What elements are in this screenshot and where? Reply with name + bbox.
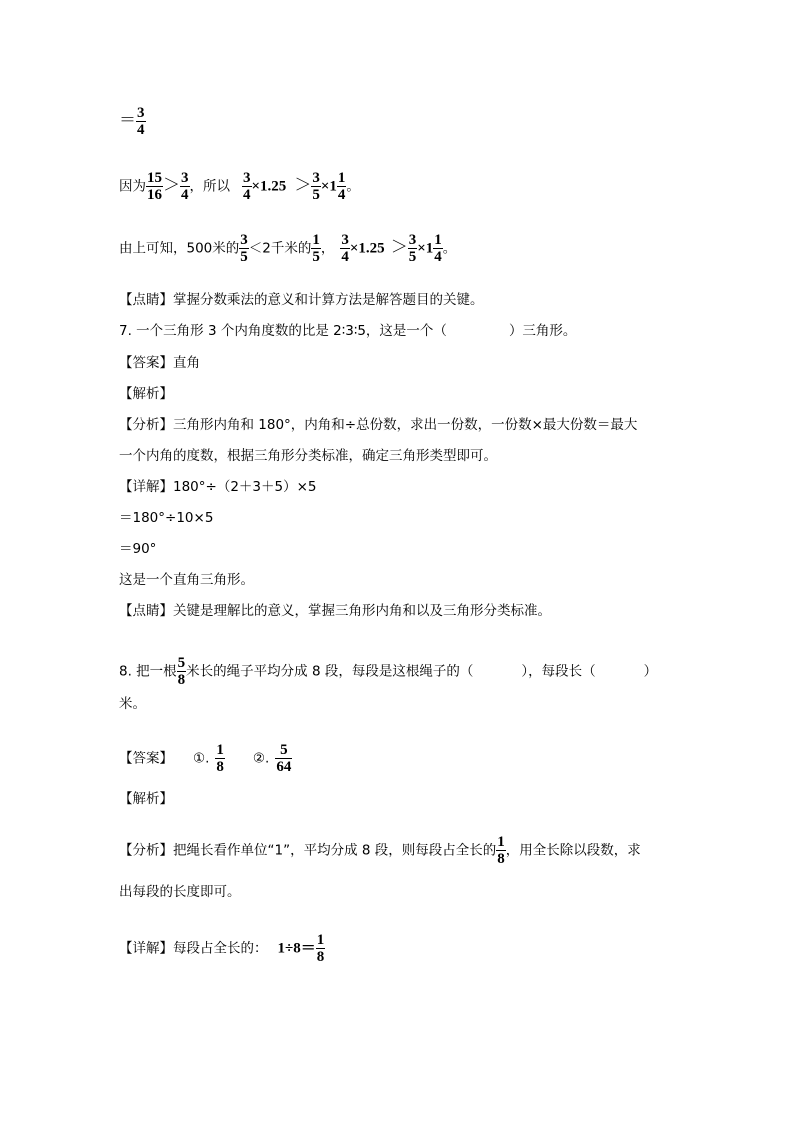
key-point-7: 【点睛】关键是理解比的意义，掌握三角形内角和以及三角形分类标准。 xyxy=(119,603,551,619)
fraction: $\frac{1}{5}$ xyxy=(312,232,320,265)
analysis-8-line-1: 【分析】把绳长看作单位“1”，平均分成 8 段，则每段占全长的 $\frac{1}{8}$ ，用全长除以段数，求 xyxy=(119,834,641,867)
fraction: $\frac{3}{5}$ xyxy=(408,232,417,265)
fraction: $\frac{1}{8}$ xyxy=(497,834,505,867)
analysis-heading-8: 【解析】 xyxy=(119,791,173,807)
answer-7: 【答案】直角 xyxy=(119,355,200,371)
fraction: $\frac{15}{16}$ xyxy=(147,170,162,203)
question-8: 8. 把一根 $\frac{5}{8}$ 米长的绳子平均分成 8 段，每段是这根绳子的（ ），每段长（ ） xyxy=(119,655,658,688)
fraction: $\frac{3}{4}$ xyxy=(243,170,251,203)
key-point-1: 【点睛】掌握分数乘法的意义和计算方法是解答题目的关键。 xyxy=(119,292,484,308)
fraction: $\frac{1}{4}$ xyxy=(434,232,442,265)
answer-8: 【答案】 ①. $\frac{1}{8}$ ②. $\frac{5}{64}$ xyxy=(119,742,292,775)
comparison-line-2: 由上可知，500米的 $\frac{3}{5}$ ＜2千米的 $\frac{1}{5}$ ， $\frac{3}{4}$ ×1.25 ＞ $\frac{3}{5}$ ×1 $\frac{1}{4}$ 。 xyxy=(119,232,457,265)
detail-7-line-1: 【详解】180°÷（2＋3＋5）×5 xyxy=(119,479,317,495)
fraction: $\frac{1}{8}$ xyxy=(316,932,325,965)
analysis-7-line-2: 一个内角的度数，根据三角形分类标准，确定三角形类型即可。 xyxy=(119,448,497,464)
fraction: $\frac{3}{4}$ xyxy=(137,105,145,138)
detail-7-line-4: 这是一个直角三角形。 xyxy=(119,572,254,588)
analysis-8-line-2: 出每段的长度即可。 xyxy=(119,884,241,900)
fraction: $\frac{3}{5}$ xyxy=(312,170,320,203)
fraction: $\frac{5}{64}$ xyxy=(276,742,292,775)
detail-7-line-2: ＝180°÷10×5 xyxy=(119,510,214,526)
fraction: $\frac{1}{8}$ xyxy=(216,742,224,775)
equals-sign: ＝ xyxy=(119,110,136,130)
analysis-heading-7: 【解析】 xyxy=(119,386,173,402)
detail-8: 【详解】每段占全长的： 1÷8＝ $\frac{1}{8}$ xyxy=(119,932,325,965)
fraction: $\frac{5}{8}$ xyxy=(177,655,186,688)
detail-7-line-3: ＝90° xyxy=(119,541,157,557)
question-8-cont: 米。 xyxy=(119,696,146,712)
equals-three-quarters xyxy=(119,105,146,138)
fraction: $\frac{3}{4}$ xyxy=(181,170,189,203)
analysis-7-line-1: 【分析】三角形内角和 180°，内角和÷总份数，求出一份数，一份数×最大份数＝最大 xyxy=(119,417,638,433)
fraction: $\frac{1}{4}$ xyxy=(337,170,346,203)
fraction: $\frac{3}{4}$ xyxy=(341,232,349,265)
question-7: 7. 一个三角形 3 个内角度数的比是 2∶3∶5，这是一个（ ）三角形。 xyxy=(119,323,577,339)
comparison-line-1: 因为 $\frac{15}{16}$ ＞ $\frac{3}{4}$ ，所以 $\frac{3}{4}$ ×1.25 ＞ $\frac{3}{5}$ ×1 $\frac{1}{4}$ 。 xyxy=(119,170,360,203)
fraction: $\frac{3}{5}$ xyxy=(240,232,248,265)
